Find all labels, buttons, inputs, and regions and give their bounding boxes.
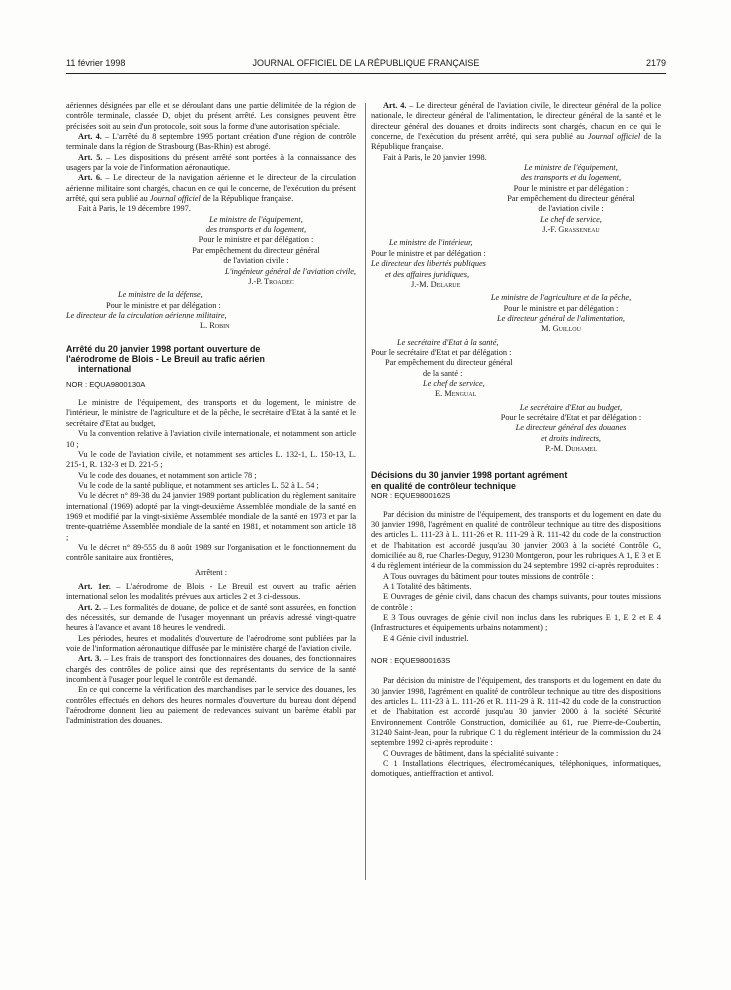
signature-title: et droits indirects,	[541, 433, 601, 443]
header-title: JOURNAL OFFICIEL DE LA RÉPUBLIQUE FRANÇAISE	[252, 58, 480, 68]
preamble-line: Le ministre de l'équipement, des transports et du logement, le ministre de l'intérieur, le ministre de l'agriculture et de la pêche, le secrétaire d'Etat à la santé et le secrétaire d'Etat au budget,	[66, 398, 356, 428]
article-1: Art. 1er. – L'aérodrome de Blois - Le Breuil est ouvert au trafic aérien international selon les modalités prévues aux articles 2 et 3 ci-dessous.	[66, 581, 356, 602]
nor-reference: NOR : EQUE9800163S	[371, 655, 451, 665]
header-date: 11 février 1998	[66, 58, 126, 68]
decision-title: en qualité de contrôleur technique	[371, 480, 516, 491]
signature-delegation: de l'aviation civile :	[223, 256, 289, 266]
signature-delegation: Par empêchement du directeur général	[192, 245, 320, 255]
signature-name: P.-M. Duhamel	[545, 444, 597, 453]
signature-title: Le directeur général des douanes	[515, 423, 627, 433]
decree-title: Arrêté du 20 janvier 1998 portant ouverture de	[66, 343, 261, 354]
signature-name: E. Mengual	[435, 389, 477, 399]
signature-delegation: Pour le ministre et par délégation :	[106, 300, 221, 310]
right-column	[371, 101, 661, 780]
signature-minister: Le ministre de l'agriculture et de la pêche,	[490, 293, 632, 303]
signature-name: J.-P. Troadec	[248, 276, 294, 286]
signature-delegation: Pour le ministre et par délégation :	[503, 303, 619, 313]
column-divider	[365, 103, 366, 880]
signature-delegation: Pour le secrétaire d'Etat et par délégation :	[371, 347, 512, 357]
preamble-line: Vu le décret n° 89-38 du 24 janvier 1989 portant publication du règlement sanitaire international (1969) adopté par la vingt-deuxième Assemblée mondiale de la santé en 1969 et modifié par la vingt-sixième Assemblée mondiale de la santé en 1973 et par la trente-quatrième Assemblée mondiale de la santé en 1981, et notamment son article 18 ;	[66, 491, 356, 542]
decision-paragraph: Par décision du ministre de l'équipement, des transports et du logement en date du 30 janvier 1998, l'agrément en qualité de contrôleur technique au titre des dispositions des articles L. 111-23 à L. 111-26 et R. 111-29 à R. 111-42 du code de la construction et de l'habitation est accordé jusqu'au 30 janvier 2000 à la société Sécurité Environnement Contrôle Construction, domiciliée au 61, rue Pierre-de-Coubertin, 31240 Saint-Jean, pour la rubrique C 1 du règlement intérieur de la commission du 24 septembre 1992 ci-après reproduite :	[371, 676, 661, 748]
fait-line: Fait à Paris, le 20 janvier 1998.	[383, 152, 487, 162]
rubric-line: A Tous ouvrages du bâtiment pour toutes missions de contrôle :	[383, 571, 594, 581]
signature-name: M. Guillou	[541, 324, 581, 334]
decision-title: Décisions du 30 janvier 1998 portant agrément	[371, 470, 568, 481]
signature-name: J.-F. Grasseneau	[542, 225, 600, 235]
signature-delegation: Par empêchement du directeur général	[385, 358, 513, 368]
page-header	[66, 58, 666, 72]
preamble-line: Vu le code de l'aviation civile, et notamment ses articles L. 132-1, L. 150-13, L. 215-1, R. 132-3 et D. 221-5 ;	[66, 449, 356, 470]
decree-title: l'aérodrome de Blois - Le Breuil au trafic aérien	[66, 353, 265, 364]
signature-title: Le chef de service,	[540, 214, 602, 224]
rubric-line: C Ouvrages de bâtiment, dans la spécialité suivante :	[383, 748, 559, 758]
rubric-line: E 3 Tous ouvrages de génie civil non inclus dans les rubriques E 1, E 2 et E 4 (Infrastructures et équipements urbains notamment) ;	[371, 612, 661, 633]
article-3-paragraph: En ce qui concerne la vérification des marchandises par le service des douanes, les contrôles effectués en dehors des heures normales d'ouverture du bureau dont dépend l'aérodrome donnent lieu au paiement de redevances suivant un barème établi par l'administration des douanes.	[66, 685, 356, 726]
signature-delegation: Pour le ministre et par délégation :	[371, 248, 486, 258]
signature-delegation: Par empêchement du directeur général	[507, 194, 635, 204]
rubric-line: E Ouvrages de génie civil, dans chacun des champs suivants, pour toutes missions de contrôle :	[371, 592, 661, 612]
signature-title: L'ingénieur général de l'aviation civile,	[225, 266, 356, 276]
signature-title: et des affaires juridiques,	[385, 269, 470, 279]
article-2-paragraph: Les périodes, heures et modalités d'ouverture de l'aérodrome sont publiées par la voie de l'information aéronautique diffusée par le ministère chargé de l'aviation civile.	[66, 633, 356, 654]
rubric-line: C 1 Installations électriques, électromécaniques, téléphoniques, informatiques, domotiques, antieffraction et antivol.	[371, 759, 661, 779]
signature-minister: Le ministre de l'équipement,	[209, 214, 303, 224]
signature-delegation: de l'aviation civile :	[538, 204, 604, 214]
signature-minister: des transports et du logement,	[205, 225, 307, 235]
signature-name: J.-M. Delarue	[411, 279, 461, 289]
nor-reference: NOR : EQUA9800130A	[66, 379, 146, 389]
arretent: Arrêtent :	[194, 567, 228, 577]
signature-title: Le chef de service,	[423, 378, 485, 388]
preamble-line: Vu le décret n° 89-555 du 8 août 1989 sur l'organisation et le fonctionnement du contrôle sanitaire aux frontières,	[66, 542, 356, 563]
signature-title: Le directeur général de l'alimentation,	[497, 313, 625, 323]
signature-minister: Le secrétaire d'Etat à la santé,	[397, 337, 499, 347]
signature-title: Le directeur des libertés publiques	[371, 259, 486, 269]
preamble-line: Vu la convention relative à l'aviation civile internationale, et notamment son article 10 ;	[66, 429, 356, 449]
decree-title: international	[78, 364, 132, 375]
left-column	[66, 101, 356, 727]
rubric-line: A 1 Totalité des bâtiments.	[383, 581, 472, 591]
fait-line: Fait à Paris, le 19 décembre 1997.	[78, 204, 191, 214]
signature-minister: des transports et du logement,	[520, 173, 622, 183]
article-4: Art. 4. – Le directeur général de l'aviation civile, le directeur général de la police nationale, le directeur général de l'alimentation, le directeur général de la santé et le directeur général des douanes et droits indirects sont chargés, chacun en ce qui le concerne, de l'exécution du présent arrêté, qui sera publié au Journal officiel de la République française.	[371, 101, 662, 152]
signature-delegation: Pour le secrétaire d'Etat et par délégation :	[500, 412, 642, 422]
signature-minister: Le ministre de la défense,	[118, 290, 203, 300]
article-5: Art. 5. – Les dispositions du présent arrêté sont portées à la connaissance des usagers par la voie de l'information aéronautique.	[66, 152, 356, 173]
decision-paragraph: Par décision du ministre de l'équipement, des transports et du logement en date du 30 janvier 1998, l'agrément en qualité de contrôleur technique au titre des dispositions des articles L. 111-23 à L. 111-26 et R. 111-29 à R. 111-42 du code de la construction et de l'habitation est accordé jusqu'au 30 janvier 2003 à la société Contrôle G, domiciliée au 8, rue Charles-Deguy, 91230 Montgeron, pour les rubriques A 1, E 3 et E 4 du règlement intérieur de la commission du 24 septembre 1992 ci-après reproduites :	[371, 509, 661, 571]
signature-minister: Le ministre de l'intérieur,	[389, 238, 473, 248]
header-rule	[66, 73, 666, 74]
signature-minister: Le ministre de l'équipement,	[524, 163, 618, 173]
rubric-line: E 4 Génie civil industriel.	[383, 633, 469, 643]
signature-minister: Le secrétaire d'Etat au budget,	[519, 402, 623, 412]
article-6: Art. 6. – Le directeur de la navigation aérienne et le directeur de la circulation aérienne militaire sont chargés, chacun en ce qui le concerne, de l'exécution du présent arrêté, qui sera publié au Journal officiel de la République française.	[66, 173, 356, 204]
article-2: Art. 2. – Les formalités de douane, de police et de santé sont assurées, en fonction des nécessités, sur demande de l'usager moyennant un préavis adressé vingt-quatre heures à l'avance et avant 18 heures le vendredi.	[66, 602, 356, 633]
signature-name: L. Robin	[200, 321, 230, 331]
signature-delegation: Pour le ministre et par délégation :	[198, 235, 314, 245]
signature-title: Le directeur de la circulation aérienne militaire,	[66, 310, 227, 320]
signature-delegation: de la santé :	[423, 368, 463, 378]
preamble-line: Vu le code de la santé publique, et notamment ses articles L. 52 à L. 54 ;	[78, 480, 319, 490]
preamble-line: Vu le code des douanes, et notamment son article 78 ;	[78, 470, 257, 480]
paragraph: aériennes désignées par elle et se déroulant dans une partie délimitée de la région de contrôle terminale, classée D, objet du présent arrêté. Les consignes peuvent être précisées soit au sein d'un protocole, soit sous la forme d'une autorisation spéciale.	[66, 101, 356, 131]
article-3: Art. 3. – Les frais de transport des fonctionnaires des douanes, des fonctionnaires chargés des contrôles de police ainsi que des représentants du service de la santé incombent à l'usager pour lequel le contrôle est demandé.	[66, 654, 357, 685]
signature-delegation: Pour le ministre et par délégation :	[513, 183, 629, 193]
nor-reference: NOR : EQUE9800162S	[371, 491, 451, 501]
header-page-number: 2179	[645, 58, 666, 68]
article-4: Art. 4. – L'arrêté du 8 septembre 1995 portant création d'une région de contrôle terminale dans la région de Strasbourg (Bas-Rhin) est abrogé.	[66, 132, 357, 152]
